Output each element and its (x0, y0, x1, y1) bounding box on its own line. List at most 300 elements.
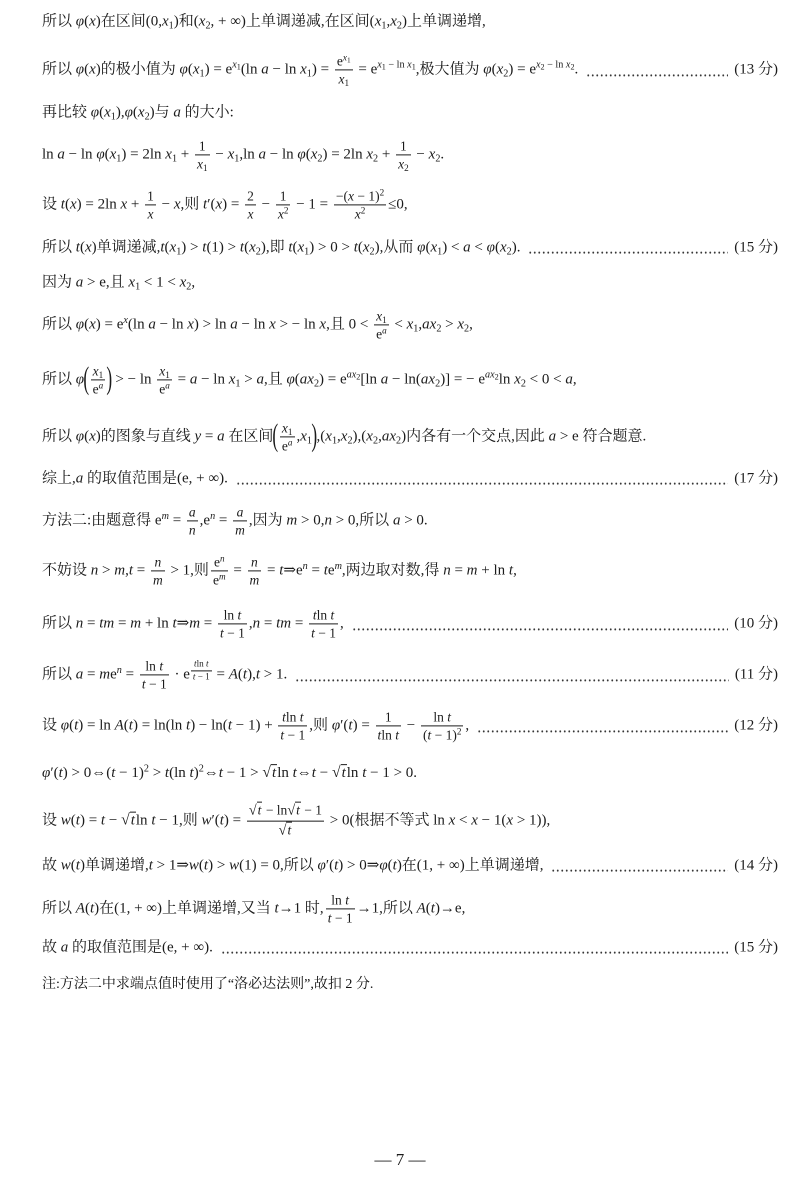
math-variable: t (75, 812, 80, 829)
math-variable: t (508, 562, 514, 579)
text-run: ln (316, 607, 331, 623)
math-variable: a (256, 371, 264, 388)
solution-line (42, 470, 778, 489)
math-variable: t (148, 857, 153, 874)
text-run: 所以 (42, 666, 76, 683)
fraction-denominator (157, 381, 172, 397)
subscript: 1 (382, 314, 387, 325)
math-variable: x (179, 274, 187, 291)
math-variable: φ (379, 857, 388, 874)
text-run: = (450, 562, 467, 579)
math-variable: a (258, 146, 266, 163)
fraction-numerator (91, 363, 106, 380)
text-run: ,因为 (248, 512, 287, 529)
math-variable: t (100, 812, 106, 829)
leader-dots (221, 952, 728, 954)
text-run: = (307, 562, 324, 579)
solution-line (42, 417, 778, 454)
math-variable: x (366, 428, 373, 445)
text-run: > − ln (275, 316, 320, 333)
fraction-denominator (245, 206, 256, 222)
text-run: 的大小: (180, 104, 234, 121)
math-variable: a (188, 504, 196, 520)
math-variable: m (189, 615, 201, 632)
subscript: 1 (304, 246, 310, 258)
text-run: 2 (379, 187, 385, 198)
fraction (278, 709, 307, 742)
line-content (42, 52, 579, 89)
text-run: )和( (173, 13, 199, 30)
superscript (219, 571, 226, 581)
math-variable: x (198, 13, 206, 30)
math-variable: x (89, 13, 96, 30)
math-variable: t (159, 658, 164, 674)
text-run: , (378, 428, 382, 445)
math-variable: φ (297, 146, 306, 163)
fraction-denominator (91, 381, 106, 397)
math-variable: t (430, 900, 435, 917)
text-run: ) = ln (78, 717, 115, 734)
text-run: e (159, 381, 166, 397)
math-variable: t (377, 727, 382, 743)
fraction-numerator (374, 308, 389, 325)
solution-line (42, 52, 778, 89)
text-run: 1 (400, 138, 407, 154)
math-variable: t (362, 765, 367, 782)
text-run: , (513, 562, 517, 579)
subscript: 1 (176, 246, 182, 258)
math-variable: φ (75, 61, 85, 78)
subscript: 2 (503, 68, 509, 80)
subscript: 1 (381, 20, 387, 32)
math-variable: x (297, 239, 305, 256)
line-content (42, 504, 428, 537)
subscript: 2 (436, 323, 442, 335)
math-variable: x (407, 59, 412, 71)
text-run: + ln (477, 562, 509, 579)
text-run: ( (244, 239, 250, 256)
fraction (157, 363, 172, 396)
math-variable: t (189, 765, 194, 782)
fraction-denominator (326, 910, 355, 926)
leader-dots (551, 870, 728, 872)
text-run: ( (494, 239, 500, 256)
fraction-numerator (309, 607, 338, 624)
math-variable: x (506, 812, 514, 829)
math-variable: x (162, 13, 169, 30)
fraction (211, 554, 228, 587)
score-label: (12 分) (734, 717, 778, 734)
math-variable: x (535, 59, 541, 71)
math-variable: t (299, 709, 304, 725)
math-variable: t (395, 727, 399, 743)
math-variable: m (218, 571, 226, 582)
fraction-numerator (140, 658, 169, 675)
math-variable: t (219, 812, 224, 829)
text-run: − 1 (284, 727, 306, 743)
text-run: ) = (311, 61, 333, 78)
text-run: ) > 0⇔( (62, 765, 112, 782)
text-run: > 1. (260, 666, 288, 683)
fraction (187, 504, 198, 537)
subscript: 1 (203, 163, 208, 174)
superscript (342, 52, 351, 65)
text-run: ) = (352, 717, 374, 734)
fraction-denominator (233, 522, 247, 538)
math-variable: x (457, 316, 465, 333)
text-run: )→e, (434, 900, 466, 917)
text-run: − ln (197, 371, 229, 388)
text-run: ln (285, 709, 300, 725)
text-run: (ln (127, 316, 149, 333)
subscript: 2 (373, 153, 379, 165)
text-run: = (263, 562, 280, 579)
math-variable: φ (331, 717, 341, 734)
text-run: = (173, 371, 190, 388)
math-variable: x (247, 206, 254, 222)
math-variable: x (448, 812, 456, 829)
text-run: ( (425, 900, 431, 917)
subscript: 1 (236, 63, 241, 73)
solution-line (42, 607, 778, 640)
text-run: )在区间(0, (95, 13, 162, 30)
solution-line (42, 274, 778, 293)
text-run: − ln (268, 61, 301, 78)
text-run: > 0. (400, 512, 428, 529)
text-run: − 1 (331, 910, 353, 926)
math-variable: t (287, 822, 292, 838)
text-run: − 1,则 (155, 812, 202, 829)
text-run: ′( (340, 717, 349, 734)
subscript: 2 (144, 111, 150, 123)
math-variable: x (228, 371, 236, 388)
text-run: 设 (42, 717, 61, 734)
math-variable: t (288, 239, 293, 256)
math-variable: n (210, 510, 216, 522)
math-variable: a (548, 428, 557, 445)
math-variable: x (84, 239, 92, 256)
text-run: ),从而 (374, 239, 418, 256)
solution-line (42, 239, 778, 258)
math-variable: m (161, 510, 169, 522)
fraction (374, 308, 389, 341)
text-run: ) > (181, 239, 203, 256)
line-content (42, 104, 234, 123)
text-run: ) − ln( (190, 717, 228, 734)
math-variable: a (299, 371, 308, 388)
math-variable: t (427, 727, 432, 743)
fraction-denominator (140, 676, 169, 692)
math-variable: t (75, 239, 80, 256)
line-content (42, 239, 520, 258)
fraction-denominator (309, 625, 338, 641)
math-variable: φ (42, 765, 51, 782)
text-run: − ln (262, 802, 288, 818)
fraction-denominator (145, 206, 156, 222)
text-run: , (248, 615, 253, 632)
math-variable: a (60, 939, 69, 956)
math-variable: x (159, 363, 166, 379)
math-variable: x (173, 196, 181, 213)
text-run: →1 时, (278, 900, 324, 917)
math-variable: t (323, 562, 328, 579)
math-variable: t (447, 709, 451, 725)
fraction-numerator (276, 188, 291, 205)
text-run: > e,且 (83, 274, 129, 291)
leader-dots (586, 74, 728, 76)
math-variable: t (237, 607, 242, 623)
math-variable: w (229, 857, 240, 874)
math-variable: x (300, 61, 307, 78)
text-run: ′( (50, 765, 59, 782)
math-variable: t (151, 812, 156, 829)
fraction (145, 188, 156, 221)
fraction-numerator (334, 188, 386, 205)
text-run: ) > 0⇒ (338, 857, 380, 874)
math-variable: t (312, 607, 317, 623)
math-variable: φ (60, 717, 70, 734)
text-run: 故 (42, 857, 61, 874)
fraction-denominator (151, 572, 165, 588)
text-run: 2 (247, 188, 254, 204)
text-run: ) = e (319, 371, 347, 388)
line-content (42, 803, 550, 840)
text-run: ) = e (508, 61, 536, 78)
line-content (42, 360, 577, 397)
superscript (485, 370, 499, 381)
text-run: ( (425, 239, 431, 256)
text-run: 所以 (42, 615, 76, 632)
text-run: ) = 2ln (121, 146, 166, 163)
solution-line (42, 13, 778, 32)
text-run: = (200, 615, 217, 632)
text-run: . (574, 61, 579, 78)
math-variable: n (90, 562, 99, 579)
math-variable: x (376, 308, 383, 324)
text-run: ( (123, 717, 129, 734)
text-run: = (215, 512, 232, 529)
sqrt-radicand (286, 822, 292, 838)
fraction (376, 709, 401, 742)
text-run: − 1) (353, 188, 380, 204)
line-content (42, 658, 287, 691)
fraction (245, 188, 256, 221)
text-run: ( (164, 239, 170, 256)
text-run: )与 (149, 104, 174, 121)
subscript: 2 (205, 20, 211, 32)
text-run: (ln (169, 765, 190, 782)
math-variable: t (172, 615, 177, 632)
subscript: 1 (413, 323, 419, 335)
subscript: 2 (435, 153, 441, 165)
fraction-denominator (421, 727, 463, 743)
text-run: 所以 (42, 316, 76, 333)
text-run: · e (170, 666, 190, 683)
math-variable: x (69, 196, 77, 213)
math-variable: A (416, 900, 426, 917)
text-run: ( (99, 104, 105, 121)
math-variable: φ (96, 146, 105, 163)
line-content (42, 188, 408, 221)
math-variable: x (390, 13, 397, 30)
math-variable: n (154, 554, 162, 570)
text-run: ,( (316, 428, 326, 445)
math-variable: φ (90, 104, 100, 121)
text-run: ln (498, 371, 515, 388)
fraction-denominator (195, 156, 210, 172)
fraction-denominator (335, 71, 353, 87)
line-content (42, 892, 465, 925)
subscript: 1 (165, 369, 170, 380)
score-label: (14 分) (734, 857, 778, 874)
text-run: )单调递增, (79, 857, 149, 874)
subscript: 2 (435, 378, 441, 390)
text-run: > 0(根据不等式 ln (325, 812, 449, 829)
subscript: 1 (437, 246, 443, 258)
text-run: ) (193, 765, 199, 782)
subscript: 2 (186, 281, 192, 293)
math-variable: t (292, 765, 297, 782)
subscript: 2 (404, 163, 409, 174)
subscript: 2 (255, 246, 261, 258)
math-variable: x (310, 146, 318, 163)
text-run: , (125, 562, 129, 579)
text-run: ( (84, 428, 90, 445)
subscript: 1 (411, 63, 416, 73)
fraction (151, 554, 165, 587)
math-variable: x (496, 61, 504, 78)
text-run: > 0,所以 (331, 512, 393, 529)
text-run: ,两边取对数,得 (341, 562, 444, 579)
superscript (232, 60, 241, 71)
text-run: < 1 < (140, 274, 180, 291)
superscript (335, 561, 342, 572)
text-run: ln (346, 765, 363, 782)
subscript: 2 (396, 20, 402, 32)
text-run: , (191, 274, 196, 291)
fraction-denominator (278, 727, 307, 743)
text-run: = (83, 615, 100, 632)
text-run: ) = (222, 196, 244, 213)
math-variable: x (351, 369, 357, 381)
text-run: , (469, 316, 473, 333)
solution-line (42, 857, 778, 876)
solution-line (42, 658, 778, 691)
math-variable: t (279, 562, 284, 579)
math-variable: t (128, 717, 133, 734)
big-parenthesis: ) (106, 360, 113, 396)
text-run: ( (84, 61, 90, 78)
text-run: −( (335, 188, 348, 204)
math-variable: A (75, 900, 85, 917)
fraction-denominator (396, 156, 411, 172)
math-variable: a (392, 512, 401, 529)
math-variable: a (287, 437, 293, 448)
solution-line (42, 504, 778, 537)
superscript (288, 437, 293, 447)
superscript (347, 370, 361, 381)
math-variable: a (236, 504, 244, 520)
text-run: − 1( (477, 812, 507, 829)
math-variable: x (430, 239, 438, 256)
math-variable: w (188, 857, 199, 874)
fraction-denominator (280, 438, 295, 454)
fraction-denominator (376, 727, 401, 743)
math-variable: w (60, 857, 71, 874)
fraction (335, 52, 353, 89)
math-variable: t (99, 615, 104, 632)
text-run: )单调递减, (91, 239, 161, 256)
text-run: ( (64, 196, 70, 213)
math-variable: t (327, 910, 332, 926)
sqrt-symbol: √ (248, 802, 257, 819)
text-run: < (390, 316, 407, 333)
math-variable: x (187, 316, 194, 333)
text-run: 所以 (42, 900, 76, 917)
text-run: − (412, 146, 429, 163)
math-variable: t (330, 607, 335, 623)
text-run: > − ln (111, 371, 156, 388)
math-variable: t (74, 717, 79, 734)
square-root (279, 823, 293, 838)
text-run: ( (70, 857, 76, 874)
solution-line (42, 360, 778, 397)
math-variable: t (186, 717, 191, 734)
math-variable: x (227, 146, 235, 163)
fraction (334, 188, 386, 221)
square-root (249, 803, 263, 818)
text-run: ) = 2ln (76, 196, 121, 213)
math-variable: t (206, 658, 209, 669)
subscript: 1 (381, 63, 386, 73)
text-run: ( (198, 857, 204, 874)
text-run: ,e (199, 512, 211, 529)
text-run: )在(1, + ∞)上单调递增,又当 (94, 900, 275, 917)
math-variable: x (307, 371, 314, 388)
text-run: ( (84, 13, 90, 30)
math-variable: x (319, 316, 327, 333)
subscript: 2 (395, 435, 402, 447)
math-variable: n (188, 522, 196, 538)
math-variable: a (189, 371, 198, 388)
fraction-denominator (211, 572, 228, 588)
square-root (287, 803, 301, 818)
solution-line (42, 939, 778, 958)
math-variable: m (103, 615, 115, 632)
math-variable: φ (75, 13, 85, 30)
math-variable: x (215, 196, 223, 213)
text-run: ,则 (180, 196, 204, 213)
math-variable: t (348, 717, 353, 734)
math-variable: m (235, 522, 245, 538)
math-variable: t (257, 802, 262, 818)
math-variable: t (220, 625, 224, 641)
text-run: − 1) + (231, 717, 277, 734)
text-run: ln (196, 658, 207, 669)
math-variable: x (277, 206, 284, 222)
text-run: − (105, 812, 122, 829)
math-variable: a (165, 380, 170, 391)
subscript: 1 (344, 78, 350, 89)
text-run: − (315, 765, 332, 782)
text-run: 方法二:由题意得 e (42, 512, 162, 529)
subscript: 2 (494, 373, 499, 383)
text-run: ln (381, 727, 396, 743)
text-run: 所以 (42, 371, 76, 388)
math-variable: x (89, 61, 96, 78)
superscript (382, 325, 387, 335)
text-run: > 1,则 (166, 562, 209, 579)
